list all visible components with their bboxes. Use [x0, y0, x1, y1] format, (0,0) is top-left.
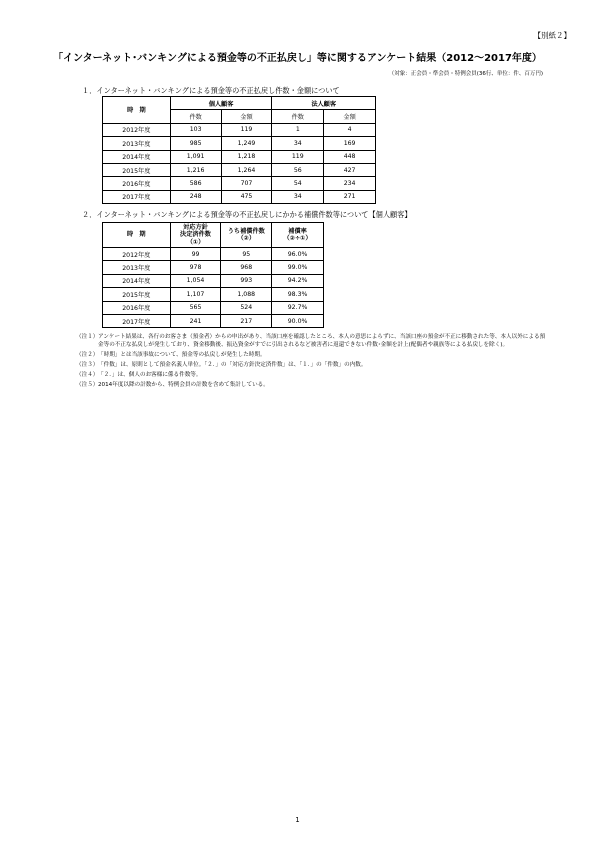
- page-number: 1: [295, 816, 300, 824]
- note-label: （注５）: [76, 382, 99, 388]
- note-text: 「件数」は、原則として預金名義人単位。「２．」の「対応方針決定済件数」は、「１．」の「件数」の内数。: [98, 362, 367, 368]
- rate-cell: 96.0%: [272, 248, 324, 261]
- personal-count-cell: 1,216: [170, 163, 221, 176]
- personal-amount-cell: 475: [221, 190, 272, 203]
- attachment-label: 【別紙２】: [533, 31, 571, 40]
- col-rate: [272, 223, 324, 248]
- personal-amount-cell: 707: [221, 177, 272, 190]
- year-cell: 2015年度: [103, 163, 171, 176]
- corporate-amount-cell: 234: [324, 177, 376, 190]
- note-text: アンケート結果は、各行のお客さま（預金者）からの申出があり、当該口座を確認したところ、本人の意思によらずに、当該口座の預金が不正に移動された等、本人以外による預金等の不正な払戻しが発生しており、資金移動後、振込資金がすでに引出されるなど被害者に返還できない件数･金額を計上(配偶者や親族等による払戻しを除く)。: [98, 334, 546, 348]
- table-row: [103, 123, 376, 136]
- table-row: [103, 150, 376, 163]
- col-comp-line2: （②）: [237, 235, 256, 242]
- table-row: [103, 137, 376, 150]
- year-cell: 2013年度: [103, 137, 171, 150]
- decided-cell: 565: [170, 301, 221, 314]
- table-row: [103, 261, 324, 274]
- compensated-cell: 993: [221, 274, 272, 287]
- col-corporate-count: 件数: [272, 110, 324, 123]
- fraud-count-table: [102, 96, 376, 204]
- personal-count-cell: 103: [170, 123, 221, 136]
- compensation-table: [102, 222, 324, 328]
- personal-amount-cell: 1,264: [221, 163, 272, 176]
- section1-heading: １．インターネット・バンキングによる預金等の不正払戻し件数・金額について: [82, 86, 340, 95]
- table-row: [103, 163, 376, 176]
- col-rate-line1: 補償率: [288, 227, 307, 235]
- note-item: [76, 333, 546, 349]
- note-item: [76, 351, 546, 359]
- personal-count-cell: 1,091: [170, 150, 221, 163]
- personal-amount-cell: 1,249: [221, 137, 272, 150]
- col-decided-line2: 決定済件数: [180, 231, 211, 239]
- year-cell: 2017年度: [103, 190, 171, 203]
- table-row: [103, 248, 324, 261]
- corporate-count-cell: 56: [272, 163, 324, 176]
- personal-count-cell: 248: [170, 190, 221, 203]
- col-decided-line1: 対応方針: [183, 223, 208, 231]
- notes: [76, 333, 546, 391]
- survey-meta: （対象：正会員・準会員・特例会員(36行、単位：件、百万円): [388, 71, 543, 77]
- col-rate-line2: （②÷①）: [283, 235, 312, 242]
- personal-count-cell: 586: [170, 177, 221, 190]
- decided-cell: 978: [170, 261, 221, 274]
- table-row: [103, 274, 324, 287]
- decided-cell: 241: [170, 314, 221, 327]
- corporate-count-cell: 54: [272, 177, 324, 190]
- year-cell: 2015年度: [103, 288, 171, 301]
- corporate-amount-cell: 169: [324, 137, 376, 150]
- col-compensated: [221, 223, 272, 248]
- personal-count-cell: 985: [170, 137, 221, 150]
- year-cell: 2017年度: [103, 314, 171, 327]
- year-cell: 2013年度: [103, 261, 171, 274]
- compensated-cell: 95: [221, 248, 272, 261]
- rate-cell: 99.0%: [272, 261, 324, 274]
- compensated-cell: 217: [221, 314, 272, 327]
- col-personal-count: 件数: [170, 110, 221, 123]
- col-decided-line3: （①）: [186, 238, 205, 246]
- section2-heading: ２．インターネット・バンキングによる預金等の不正払戻しにかかる補償件数等について【個人顧客】: [82, 210, 412, 219]
- page-title: 「インターネット･バンキングによる預金等の不正払戻し」等に関するアンケート結果（2012～2017年度）: [53, 53, 542, 64]
- table-row: [103, 288, 324, 301]
- col-personal-amount: 金額: [221, 110, 272, 123]
- compensated-cell: 968: [221, 261, 272, 274]
- col-comp-line1: うち補償件数: [227, 227, 265, 235]
- year-cell: 2016年度: [103, 177, 171, 190]
- col-period: 時 期: [103, 97, 171, 124]
- table-row: [103, 177, 376, 190]
- table-row: [103, 301, 324, 314]
- note-label: （注３）: [76, 362, 99, 368]
- rate-cell: 92.7%: [272, 301, 324, 314]
- col-decided: [170, 223, 221, 248]
- decided-cell: 99: [170, 248, 221, 261]
- year-cell: 2016年度: [103, 301, 171, 314]
- rate-cell: 90.0%: [272, 314, 324, 327]
- note-label: （注１）: [76, 334, 99, 340]
- corporate-amount-cell: 271: [324, 190, 376, 203]
- note-text: 「時期」とは当該事故について、預金等の払戻しが発生した時期。: [98, 352, 266, 358]
- personal-amount-cell: 1,218: [221, 150, 272, 163]
- note-label: （注４）: [76, 372, 99, 378]
- year-cell: 2014年度: [103, 274, 171, 287]
- compensated-cell: 1,088: [221, 288, 272, 301]
- note-item: [76, 361, 546, 369]
- compensated-cell: 524: [221, 301, 272, 314]
- corporate-count-cell: 1: [272, 123, 324, 136]
- note-item: [76, 381, 546, 389]
- note-text: 「２．」は、個人のお客様に係る件数等。: [98, 372, 202, 378]
- year-cell: 2012年度: [103, 123, 171, 136]
- col-corporate: 法人顧客: [272, 97, 376, 110]
- year-cell: 2012年度: [103, 248, 171, 261]
- col-corporate-amount: 金額: [324, 110, 376, 123]
- corporate-amount-cell: 4: [324, 123, 376, 136]
- decided-cell: 1,054: [170, 274, 221, 287]
- table-row: [103, 190, 376, 203]
- decided-cell: 1,107: [170, 288, 221, 301]
- note-text: 2014年度以降の計数から、特例会員の計数を含めて集計している。: [98, 382, 269, 388]
- corporate-amount-cell: 427: [324, 163, 376, 176]
- corporate-count-cell: 34: [272, 137, 324, 150]
- note-label: （注２）: [76, 352, 99, 358]
- col-period: 時 期: [103, 223, 171, 248]
- rate-cell: 98.3%: [272, 288, 324, 301]
- table-row: [103, 314, 324, 327]
- corporate-count-cell: 34: [272, 190, 324, 203]
- rate-cell: 94.2%: [272, 274, 324, 287]
- corporate-count-cell: 119: [272, 150, 324, 163]
- corporate-amount-cell: 448: [324, 150, 376, 163]
- personal-amount-cell: 119: [221, 123, 272, 136]
- year-cell: 2014年度: [103, 150, 171, 163]
- col-personal: 個人顧客: [170, 97, 272, 110]
- note-item: [76, 371, 546, 379]
